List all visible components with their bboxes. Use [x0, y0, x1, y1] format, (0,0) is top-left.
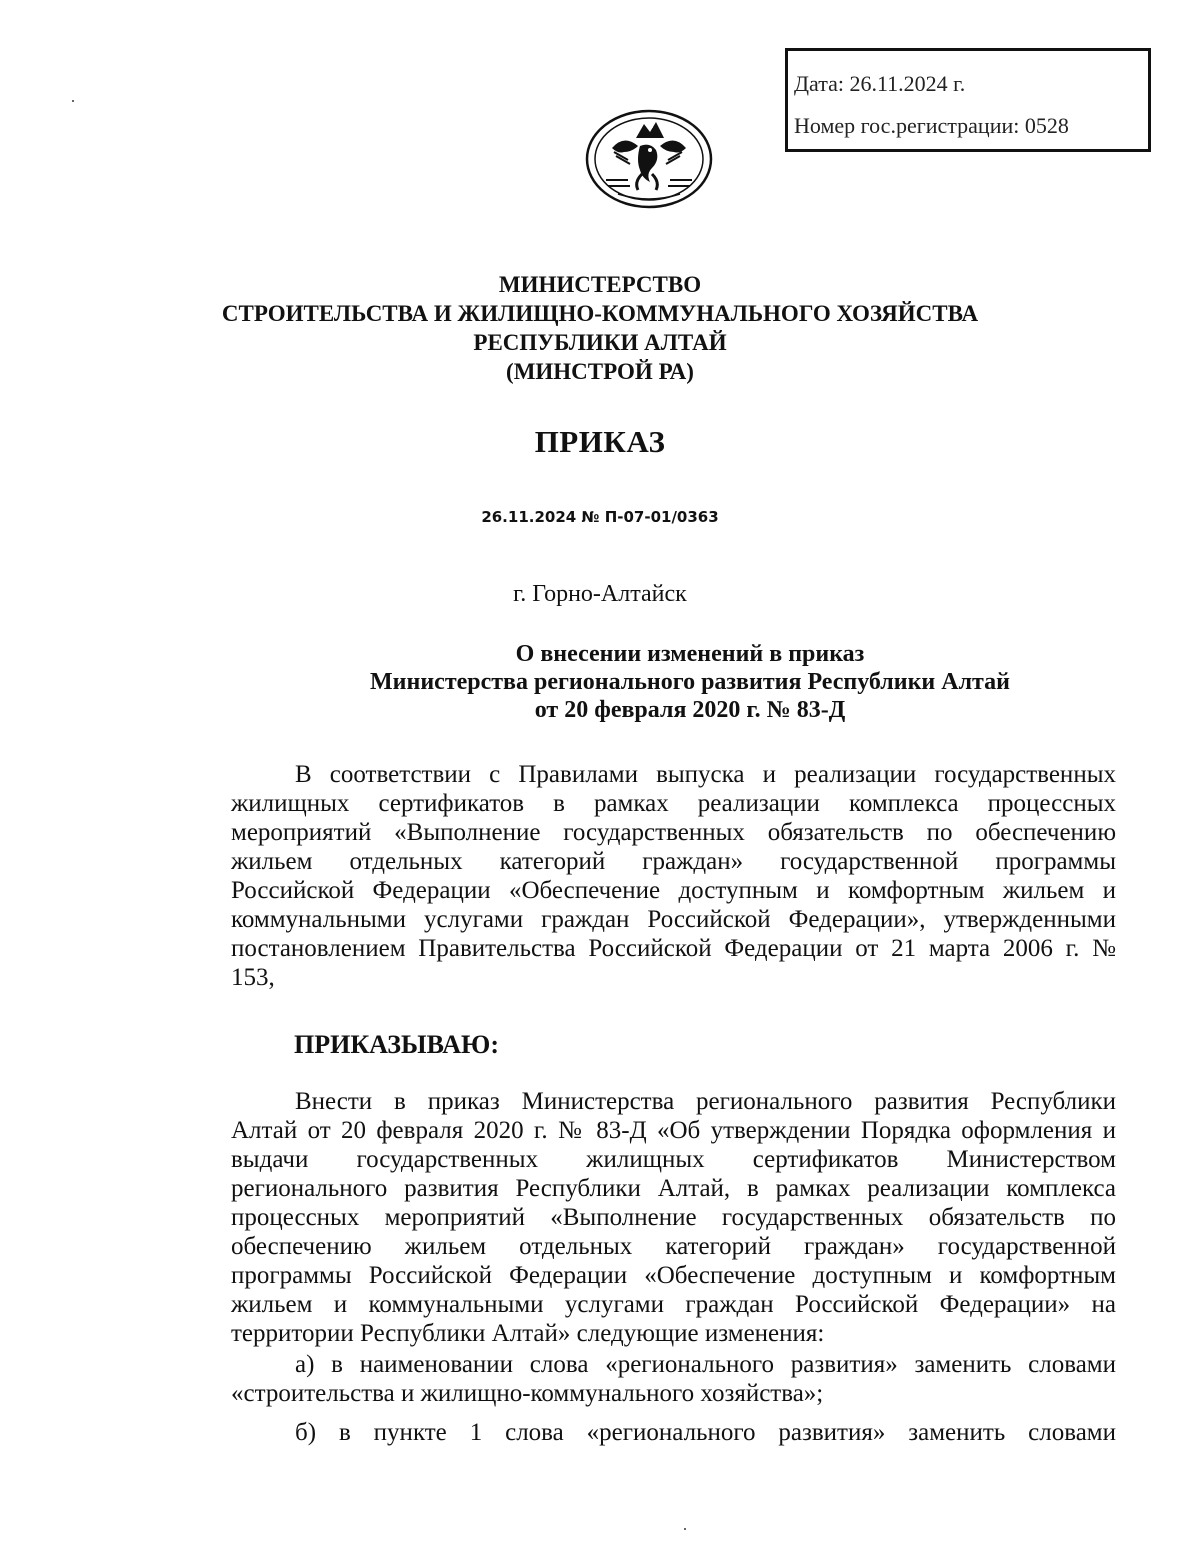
text-line: б) в пункте 1 слова «регионального развития» заменить словами [295, 1419, 1116, 1446]
document-type-title: ПРИКАЗ [534, 424, 666, 459]
text-line: мероприятий «Выполнение государственных обязательств по обеспечению [231, 819, 1116, 846]
scan-speck [684, 1528, 686, 1530]
text-line: постановлением Правительства Российской Федерации от 21 марта 2006 г. № [231, 935, 1116, 962]
text-line: жильем отдельных категорий граждан» государственной программы [231, 848, 1116, 875]
subject-line-1: О внесении изменений в приказ [515, 641, 865, 667]
registration-date: Дата: 26.11.2024 г. [794, 71, 966, 96]
preamble-paragraph [231, 760, 1116, 992]
item-b-paragraph [231, 1418, 1116, 1447]
decree-word: ПРИКАЗЫВАЮ: [294, 1030, 499, 1059]
text-line: программы Российской Федерации «Обеспечение доступным и комфортным [231, 1262, 1116, 1289]
text-line: жилищных сертификатов в рамках реализации комплекса процессных [231, 790, 1116, 817]
text-line: процессных мероприятий «Выполнение государственных обязательств по [231, 1204, 1116, 1231]
registration-stamp-box [785, 48, 1151, 152]
order-number: 26.11.2024 № П-07-01/0363 [481, 508, 719, 526]
text-line: Российской Федерации «Обеспечение доступным и комфортным жильем и [231, 877, 1116, 904]
coat-of-arms-emblem [584, 108, 714, 210]
text-line: В соответствии с Правилами выпуска и реализации государственных [295, 761, 1116, 788]
text-line: а) в наименовании слова «регионального развития» заменить словами [295, 1351, 1116, 1378]
body-paragraph [231, 1087, 1116, 1348]
text-line: жильем и коммунальными услугами граждан Российской Федерации» на [231, 1291, 1116, 1318]
subject-line-3: от 20 февраля 2020 г. № 83-Д [534, 697, 846, 723]
subject-line-2: Министерства регионального развития Республики Алтай [370, 669, 1010, 695]
registration-number: Номер гос.регистрации: 0528 [794, 113, 1069, 138]
order-subject [340, 640, 1040, 724]
ministry-line-1: МИНИСТЕРСТВО [498, 272, 702, 297]
scan-speck [72, 100, 74, 102]
ministry-line-3: РЕСПУБЛИКИ АЛТАЙ [473, 330, 727, 355]
ministry-line-4: (МИНСТРОЙ РА) [506, 359, 694, 384]
text-line: 153, [231, 964, 275, 991]
ministry-line-2: СТРОИТЕЛЬСТВА И ЖИЛИЩНО-КОММУНАЛЬНОГО ХОЗЯЙСТВА [221, 301, 979, 326]
text-line: обеспечению жильем отдельных категорий граждан» государственной [231, 1233, 1116, 1260]
text-line: Алтай от 20 февраля 2020 г. № 83-Д «Об утверждении Порядка оформления и [231, 1117, 1116, 1144]
city-line: г. Горно-Алтайск [513, 581, 687, 607]
ministry-header [0, 270, 1200, 386]
text-line: территории Республики Алтай» следующие изменения: [231, 1320, 825, 1347]
text-line: регионального развития Республики Алтай, в рамках реализации комплекса [231, 1175, 1116, 1202]
text-line: коммунальными услугами граждан Российской Федерации», утвержденными [231, 906, 1116, 933]
item-a-paragraph [231, 1350, 1116, 1408]
text-line: Внести в приказ Министерства регионального развития Республики [295, 1088, 1116, 1115]
text-line: «строительства и жилищно-коммунального хозяйства»; [231, 1380, 824, 1407]
text-line: выдачи государственных жилищных сертификатов Министерством [231, 1146, 1116, 1173]
